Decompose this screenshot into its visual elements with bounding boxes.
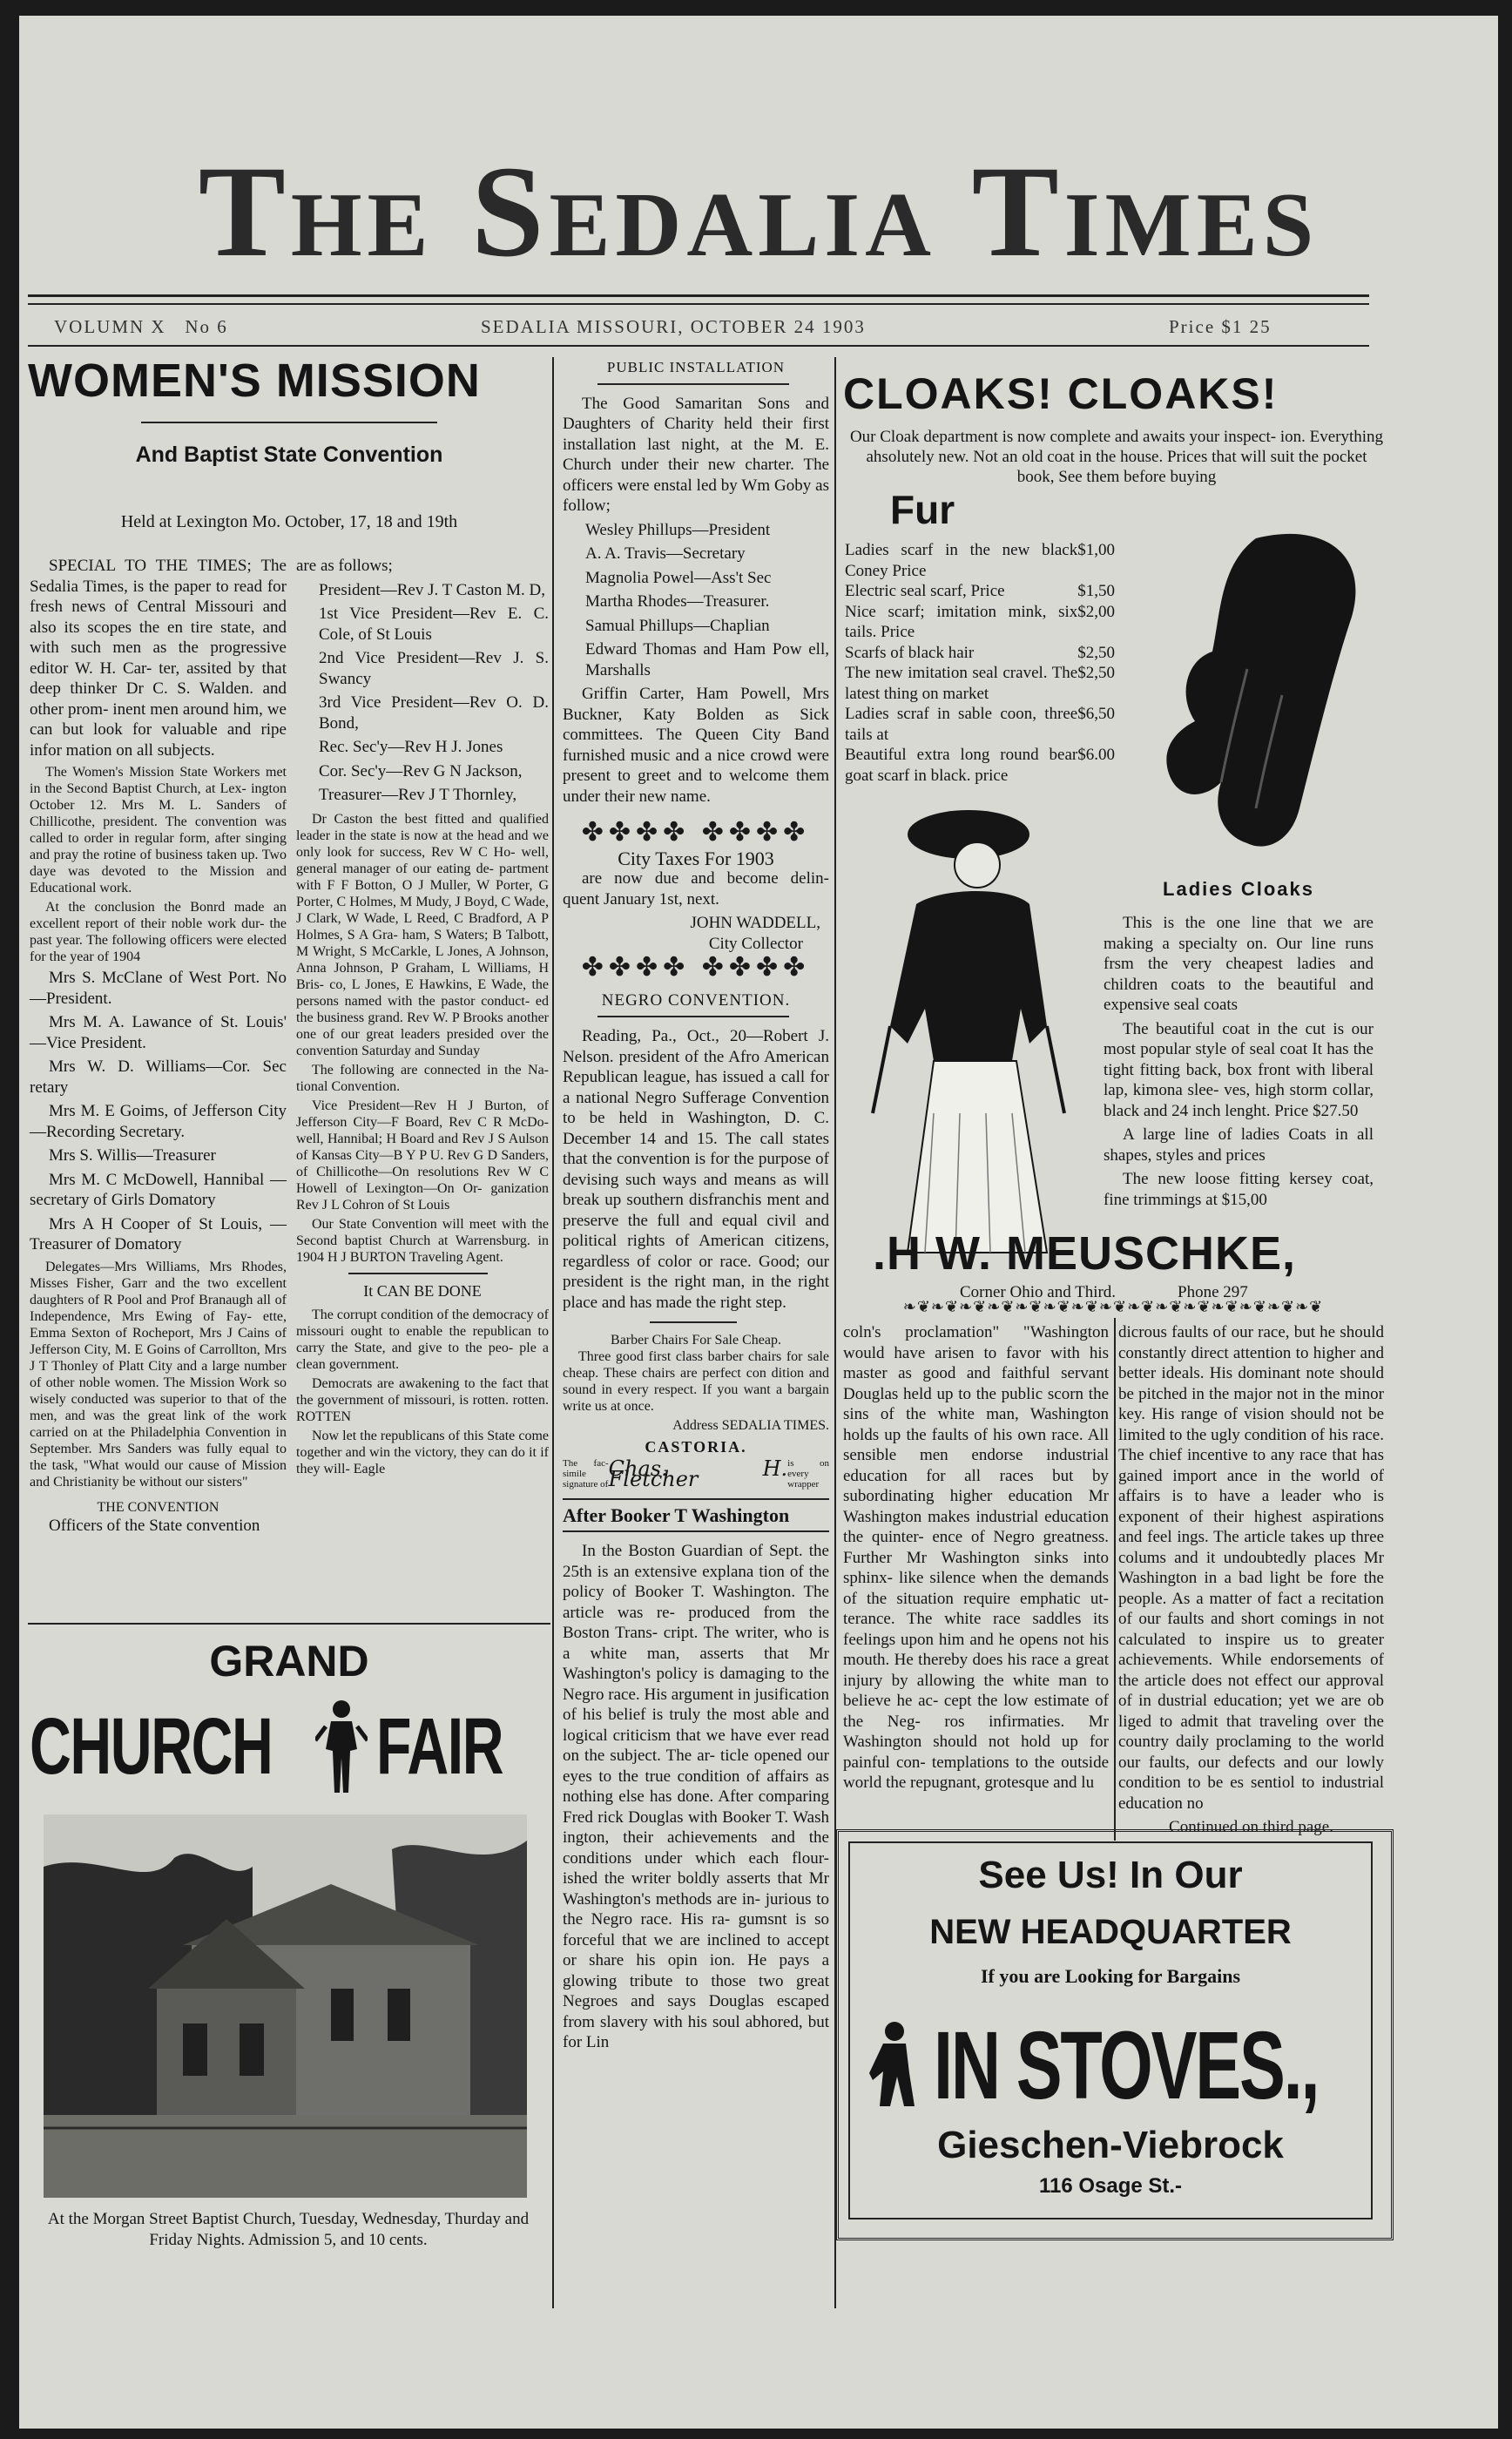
mission-intro: SPECIAL TO THE TIMES; The Sedalia Times, is the paper to read for fresh news of Central Missouri and also its scopes the en tire state, and with such men as the progressive editor W. H. Car- ter, assited by that deep thinker Dr C. S. Walden. and other prom- inent men around him, we can but look for valuable and ripe infor mation on all subjects. [30,557,287,760]
merchant-ornament: ❧❦❧❦❧❦❧❦❧❦❧❦❧❦❧❦❧❦❧❦❧❦❧❦❧❦❧❦❧❦ [902,1298,1324,1315]
convention-body-1: Dr Caston the best fitted and qualified leader in the state is now at the head and we only look for success, Rev W C Ho- well, general manager of our eating de- partment with F F Botton, O J Muller, W Porter, G Porter, C Holmes, M Mudy, J Boyd, C Wade, J Clark, W Wade, L Reed, C Bradford, A P Holmes, S A Gra- ham, S Waters; B Talbott, M Wright, S McCarkle, L Jones, A Johnson, Anna Johnson, P Graham, L Williams, H Bris- co, L Jones, E Hawkins, E Wade, the persons named with the pastor conduct- ed the business grand. Rev W. P Brooks another one of our great leaders presided over the convention Saturday and Sunday [296,811,549,1058]
inst-officer-4: Martha Rhodes—Treasurer. [585,592,770,611]
stoves-see-us: See Us! In Our [978,1854,1243,1896]
place-date: SEDALIA MISSOURI, OCTOBER 24 1903 [481,316,866,337]
merchant-address: Corner Ohio and Third. [960,1283,1117,1301]
inst-officer-3: Magnolia Powel—Ass't Sec [585,568,772,587]
officers-intro: are as follows; [296,557,393,575]
officer-m-1: President—Rev J. T Caston M. D, [319,580,546,599]
taxes-title: City Collector [708,934,803,953]
fur-item [845,663,1115,704]
masthead-rule [28,294,1369,297]
fur-item [845,643,1115,664]
ladies-cloaks-head: Ladies Cloaks [1163,878,1314,900]
convention-body-4: Our State Convention will meet with the Second baptist Church at Warrensburg. in 1904 H J BURTON Traveling Agent. [296,1216,549,1265]
cloaks-intro: Our Cloak department is now complete and awaits your inspect- ion. Everything ahsolutely new. Not an old coat in the house. Prices that will suit the pocket book, See them before buying [849,428,1384,486]
fur-item-text: Beautiful extra long round bear goat scarf in black. price [845,746,1078,785]
volume [54,316,228,338]
can-body-2: Democrats are awakening to the fact that the government of missouri, is rotten. rotten. ROTTEN [296,1376,549,1424]
fur-item-text: Nice scarf; imitation mink, six tails. Price [845,602,1078,641]
mission-delegates: Delegates—Mrs Williams, Mrs Rhodes, Misses Fisher, Garr and the two excellent daughters of R Pool and Prof Branaugh all of Independence, Mrs Ewing of Fay- ette, Emma Sexton of Rocheport, Mrs J Cains of Jefferson City, M. E Goins of Carrollton, Mrs J T Thonley of Platt City and a large number of other noble women. The Mission Work so wisely conducted was superior to that of the men, and was the great link of the work carried on at the Philadelphia Convention in September. Mrs Sanders was fully equal to the task, "What would our cause of Mission and Christianity be without our sisters" [30,1259,287,1490]
washington-top-rule [563,1498,829,1500]
negro-head: NEGRO CONVENTION. [601,990,791,1010]
inst-officer-5: Samual Phillups—Chaplian [585,616,770,635]
castoria-left: The fac- simile signature of [563,1457,609,1490]
officer-w-4: Mrs M. E Goims, of Jefferson City—Recording Secretary. [30,1102,287,1141]
convention-body-2: The following are connected in the Na- tional Convention. [296,1062,549,1094]
fur-item-price: $2,50 [1077,643,1115,662]
fur-item [845,602,1115,643]
continued-note: Continued on third page. [1169,1818,1333,1836]
barber-addr: Address SEDALIA TIMES. [672,1418,829,1433]
fur-item-price: $2,00 [1077,602,1115,621]
fur-item-price: $2,50 [1077,664,1115,682]
officer-m-4: 3rd Vice President—Rev O. D. Bond, [319,693,549,733]
can-be-done-head: It CAN BE DONE [363,1281,482,1300]
convention-lead: Officers of the State convention [49,1516,260,1535]
dateline-rule [28,345,1369,347]
price: Price $1 25 [1169,316,1272,337]
officer-w-5: Mrs S. Willis—Treasurer [49,1146,216,1165]
washington-rule [563,1530,829,1532]
can-body-1: The corrupt condition of the democracy of missouri ought to enable the republican to carry the State, and give to the peo- ple a clean government. [296,1307,549,1372]
stoves-new-hq: NEW HEADQUARTER [929,1913,1292,1951]
castoria-name: CASTORIA. [645,1438,747,1456]
inst-officer-2: A. A. Travis—Secretary [585,544,746,563]
ladies-body-2: The beautiful coat in the cut is our most popular style of seal coat It has the tight fitting back, box front with liberal lap, kimona slee- ves, high storm collar, black and 24 inch lenght. Price $27.50 [1104,1019,1374,1120]
newspaper-page [19,16,1498,2429]
number-text: No 6 [185,316,228,337]
fur-item-text: Ladies scarf in the new black Coney Price [845,541,1078,580]
fur-item [845,745,1115,786]
ladies-body-1: This is the one line that we are making a specialty on. Our line runs frsm the very cheapest ladies and children coats to the beautiful and expensive seal coats [1104,914,1374,1014]
fur-item-text: Electric seal scarf, Price [845,582,1005,600]
inst-officer-1: Wesley Phillups—President [585,520,771,539]
taxes-ornament-bottom: ✤✤✤✤ ✤✤✤✤ [581,953,811,982]
installation-body: The Good Samaritan Sons and Daughters of Charity held their first installation last night, at the M. E. Church under their new charter. The officers were enstal led by Wm Goby as follow; [563,394,829,515]
washington-head: After Booker T Washington [563,1503,790,1526]
castoria-ad [563,1458,829,1490]
fur-item-price: $6,50 [1077,705,1115,723]
merchant-name: .H W. MEUSCHKE, [873,1227,1297,1280]
gentleman-icon [315,1697,368,1801]
officer-w-7: Mrs A H Cooper of St Louis, —Treasurer of Domatory [30,1214,287,1253]
convention-head: THE CONVENTION [97,1499,219,1515]
installation-closing: Griffin Carter, Ham Powell, Mrs Buckner, Katy Bolden as Sick committees. The Queen City Band furnished music and a nice crowd were present to greet and to welcome them under their new name. [563,685,829,806]
installation-rule [597,383,789,385]
convention-body-3: Vice President—Rev H J Burton, of Jefferson City—F Board, Rev C R McDo- well, Hannibal; H Board and Rev J S Aulson of Kansas City—B Y P U. Rev G D Sanders, of Chillicothe—On resolutions Rev W C Howell of Lexington—On Or- ganization Rev J L Cohron of St Louis [296,1098,549,1213]
masthead-title: The Sedalia Times [198,139,1320,284]
fur-head: Fur [890,487,955,532]
washington-col2 [843,1322,1109,1797]
church-photo [44,1814,527,2198]
mission-col2 [296,556,549,1480]
worker-icon [864,2019,925,2115]
mission-col1 [30,556,287,1539]
washington-col3-text: dicrous faults of our race, but he should constantly direct attention to higher and better ideals. His dominant note should be pitched in the major not in the minor key. His range of vision should not be limited to the ugly condition of his race. The chief incentive to any race that has gained import ance in the world of affairs is to have a leader who is exponent of their highest aspirations and feel ings. The article takes up three colums and it undoubtedly places Mr Washington in a bad light be fore the people. As a matter of fact a recitation of our faults and short comings in not calculated to inspire us to greater achievements. While endorsements of the article does not effect our approval of in dustrial education; yet we are ob liged to admit that traveling over the country daily proclaming to the world our faults, our defects and our lowly condition to be es sentiol to industrial education no [1118,1323,1384,1813]
fur-item-text: The new imitation seal cravel. The latest thing on market [845,664,1078,703]
ladies-body-4: The new loose fitting kersey coat, fine trimmings at $15,00 [1104,1170,1374,1209]
negro-rule [597,1016,789,1017]
officer-m-5: Rec. Sec'y—Rev H J. Jones [319,738,503,756]
mission-subhead: And Baptist State Convention [135,443,443,467]
officer-m-2: 1st Vice President—Rev E. C. Cole, of St Louis [319,605,549,644]
officer-w-6: Mrs M. C McDowell, Hannibal —secretary of Girls Domatory [30,1170,287,1209]
fur-scarf-illustration [1125,521,1387,861]
fur-item [845,540,1115,581]
center-col [563,357,829,2057]
mission-held: Held at Lexington Mo. October, 17, 18 and 19th [120,512,458,531]
fur-item-price: $1,00 [1077,541,1115,559]
ladies-body-3: A large line of ladies Coats in all shapes, styles and prices [1104,1125,1374,1165]
fur-item-price: $6.00 [1077,746,1115,764]
lady-in-coat-illustration [855,782,1082,1270]
barber-rule [650,1321,737,1323]
mission-rule [141,422,437,423]
merchant-phone: Phone 297 [1178,1283,1248,1301]
fur-item-text: Scarfs of black hair [845,643,975,662]
masthead-rule-2 [28,303,1369,305]
mission-small-2: At the conclusion the Bonrd made an excellent report of their noble work dur- the past year. The following officers were elected for the year of 1904 [30,900,287,964]
taxes-head: City Taxes For 1903 [618,847,774,869]
volume-text: VOLUMN X [54,316,166,337]
inst-officer-6: Edward Thomas and Ham Pow ell, Marshalls [585,640,829,679]
officer-m-7: Treasurer—Rev J T Thornley, [319,786,517,804]
castoria-signature: Chas. H. Fletcher [608,1456,788,1491]
negro-body: Reading, Pa., Oct., 20—Robert J. Nelson. president of the Afro American Republican league, has issued a call for a national Negro Sufferage Convention to be held in Washington, D. C. December 14 and 15. The call states that the convention is for the purpose of devising such ways and means as will break up southern disfranchis ment and preserve the full and equal civil and political rights of American citizens, regardless of color or race. Good; our president is the right man, in the right place and has made the right step. [563,1027,829,1312]
fur-list [845,540,1115,786]
castoria-right: is on every wrapper [787,1457,829,1490]
fair-church: CHURCH [30,1702,273,1791]
barber-body: Three good first class barber chairs for sale cheap. These chairs are perfect con dition and sound in every respect. If you want a bargain write us at once. [563,1349,829,1414]
can-body-3: Now let the republicans of this State come together and win the victory, they can do it if they will- Eagle [296,1429,549,1476]
column-rule-3 [1114,1318,1116,1841]
fur-item [845,704,1115,745]
stoves-firm: Gieschen-Viebrock [937,2124,1284,2166]
mission-small-1: The Women's Mission State Workers met in the Second Baptist Church, at Lex- ington October 12. Mrs M. L. Sanders of Chillicothe, president. The convention was called to order in regular form, after singing and pray the rotine of business taken up. Two daye was devoted to the Mission and Educational work. [30,765,287,895]
officer-w-3: Mrs W. D. Williams—Cor. Sec retary [30,1057,287,1097]
taxes-signer: JOHN WADDELL, [690,914,820,932]
fur-item-text: Ladies scraf in sable coon, three tails at [845,705,1078,744]
fair-caption: At the Morgan Street Baptist Church, Tuesday, Wednesday, Thurday and Friday Nights. Admission 5, and 10 cents. [47,2210,530,2249]
washington-body: In the Boston Guardian of Sept. the 25th is an extensive explana tion of the policy of Booker T. Washington. The article was re- produced from the Boston Trans- cript. The writer, who is a white man, asserts that Mr Washington's policy is damaging to the Negro race. His argument in jusification of his belief is truly the most able and logical criticism that we have ever read on the subject. The ar- ticle opened our eyes to the true condition of affairs as nothing else has done. After comparing Fred rick Douglas with Booker T. Wash ington, their achievements and the conditions under which each flour- ished the writer boldly asserts that Mr Washington's methods are in- jurious to the Negro race. His ra- gumsnt is so forceful that we are inclined to accept or share his opin ion. He pays a glowing tribute to those two great Negroes and says Douglas escaped from slavery with his soul abhored, but for Lin [563,1542,829,2051]
officer-m-3: 2nd Vice President—Rev J. S. Swancy [319,649,549,688]
fair-grand: GRAND [209,1637,369,1686]
fur-item [845,581,1115,602]
officer-m-6: Cor. Sec'y—Rev G N Jackson, [319,761,523,780]
can-rule [348,1273,488,1274]
fair-top-rule [28,1623,550,1625]
officer-w-2: Mrs M. A. Lawance of St. Louis' —Vice President. [30,1013,287,1052]
fur-item-price: $1,50 [1077,582,1115,600]
washington-col3 [1118,1322,1384,1838]
fair-fair: FAIR [376,1702,503,1791]
taxes-body: are now due and become delin- quent January 1st, next. [563,869,829,909]
officer-w-1: Mrs S. McClane of West Port. No—President. [30,969,287,1008]
stoves-bargains: If you are Looking for Bargains [980,1965,1241,1987]
mission-headline: WOMEN'S MISSION [28,355,481,407]
stoves-in-stoves: IN STOVES., [934,2012,1319,2119]
column-rule-1 [552,357,554,2308]
cloaks-headline: CLOAKS! CLOAKS! [843,369,1279,418]
installation-head: PUBLIC INSTALLATION [606,359,786,375]
taxes-ornament-top: ✤✤✤✤ ✤✤✤✤ [581,818,811,847]
stoves-addr: 116 Osage St.- [1038,2174,1183,2198]
washington-col2-text: coln's proclamation" "Washington would have arisen to favor with his master as good and faithful servant Douglas held up to the public scorn the sins of the white man, Washington holds up the faults of his own race. All sensible men endorse industrial education for all races but by subordinating higher education Mr Washington makes industrial education the quinter- ence of Negro greatness. Further Mr Washington sinks into sphinx- like silence when the demands of the situation require emphatic ut- terance. The white race saddles its feelings upon him and he opens not his mouth. He thereby does his race a great injury by allowing the white man to believe he ac- cept the low estimate of the Neg- ros infirmaties. Mr Washington should not hold up for painful con- templations to the outside world the repugnant, grotesque and lu [843,1323,1109,1792]
barber-head: Barber Chairs For Sale Cheap. [611,1333,781,1348]
ladies-cloaks-body [1104,913,1374,1213]
